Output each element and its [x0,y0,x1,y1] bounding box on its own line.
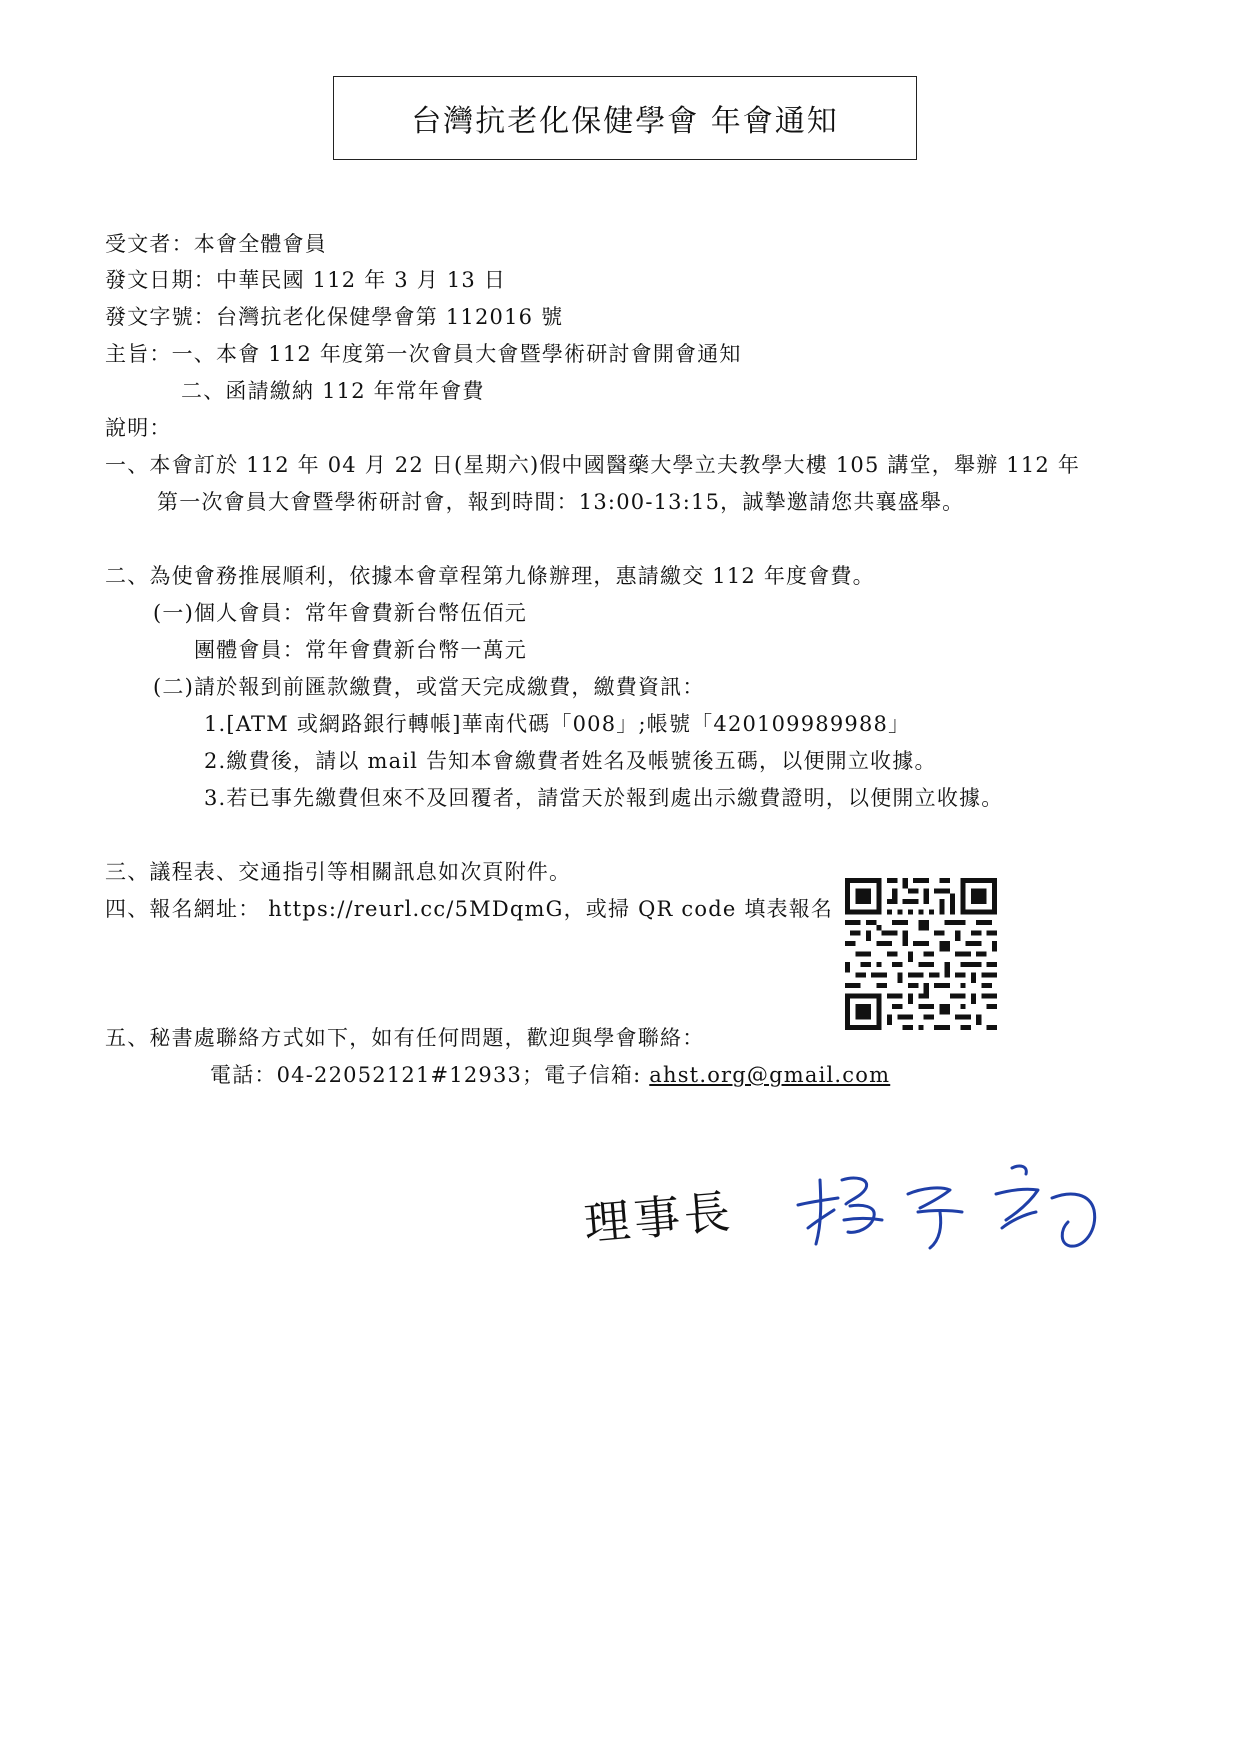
registration-url[interactable]: https://reurl.cc/5MDqmG [268,897,564,921]
payment-intro-line: (二)請於報到前匯款繳費，或當天完成繳費，繳費資訊： [153,675,705,699]
item4-line [105,893,833,923]
item5-intro: 五、秘書處聯絡方式如下，如有任何問題，歡迎與學會聯絡： [105,1026,705,1050]
contact-prefix: 電話：04-22052121#12933；電子信箱: [210,1063,650,1087]
signature-title: 理事長 [581,1184,737,1251]
payment-step-3: 3.若已事先繳費但來不及回覆者，請當天於報到處出示繳費證明，以便開立收據。 [204,786,1004,810]
item4-suffix: ，或掃 QR code 填表報名 [563,897,834,921]
payment-step-1: 1.[ATM 或網路銀行轉帳]華南代碼「008」;帳號「420109989988」 [204,712,911,736]
fee-individual-line: (一)個人會員：常年會費新台幣伍佰元 [153,601,527,625]
explanation-label: 說明： [105,416,172,440]
payment-step-2: 2.繳費後，請以 mail 告知本會繳費者姓名及帳號後五碼，以便開立收據。 [204,749,937,773]
issue-number-line: 發文字號：台灣抗老化保健學會第 112016 號 [105,305,564,329]
item1-line-1: 一、本會訂於 112 年 04 月 22 日(星期六)假中國醫藥大學立夫教學大樓 105 講堂，舉辦 112 年 [105,453,1081,477]
item2-intro: 二、為使會務推展順利，依據本會章程第九條辦理，惠請繳交 112 年度會費。 [105,564,875,588]
subject-line-2: 二、函請繳納 112 年常年會費 [181,379,485,403]
item4-prefix: 四、報名網址： [105,897,261,921]
subject-line-1: 主旨：一、本會 112 年度第一次會員大會暨學術研討會開會通知 [105,342,742,366]
issue-date-line: 發文日期：中華民國 112 年 3 月 13 日 [105,268,507,292]
email-link[interactable]: ahst.org@gmail.com [649,1063,891,1087]
page-title: 台灣抗老化保健學會 年會通知 [333,76,917,160]
item3-line: 三、議程表、交通指引等相關訊息如次頁附件。 [105,860,572,884]
qr-code-icon[interactable] [845,878,997,1030]
handwritten-signature [790,1150,1110,1260]
contact-line [210,1059,890,1089]
item1-line-2: 第一次會員大會暨學術研討會，報到時間：13:00-13:15，誠摯邀請您共襄盛舉。 [157,490,965,514]
recipient-line: 受文者：本會全體會員 [105,232,327,256]
fee-group-line: 團體會員：常年會費新台幣一萬元 [194,638,527,662]
